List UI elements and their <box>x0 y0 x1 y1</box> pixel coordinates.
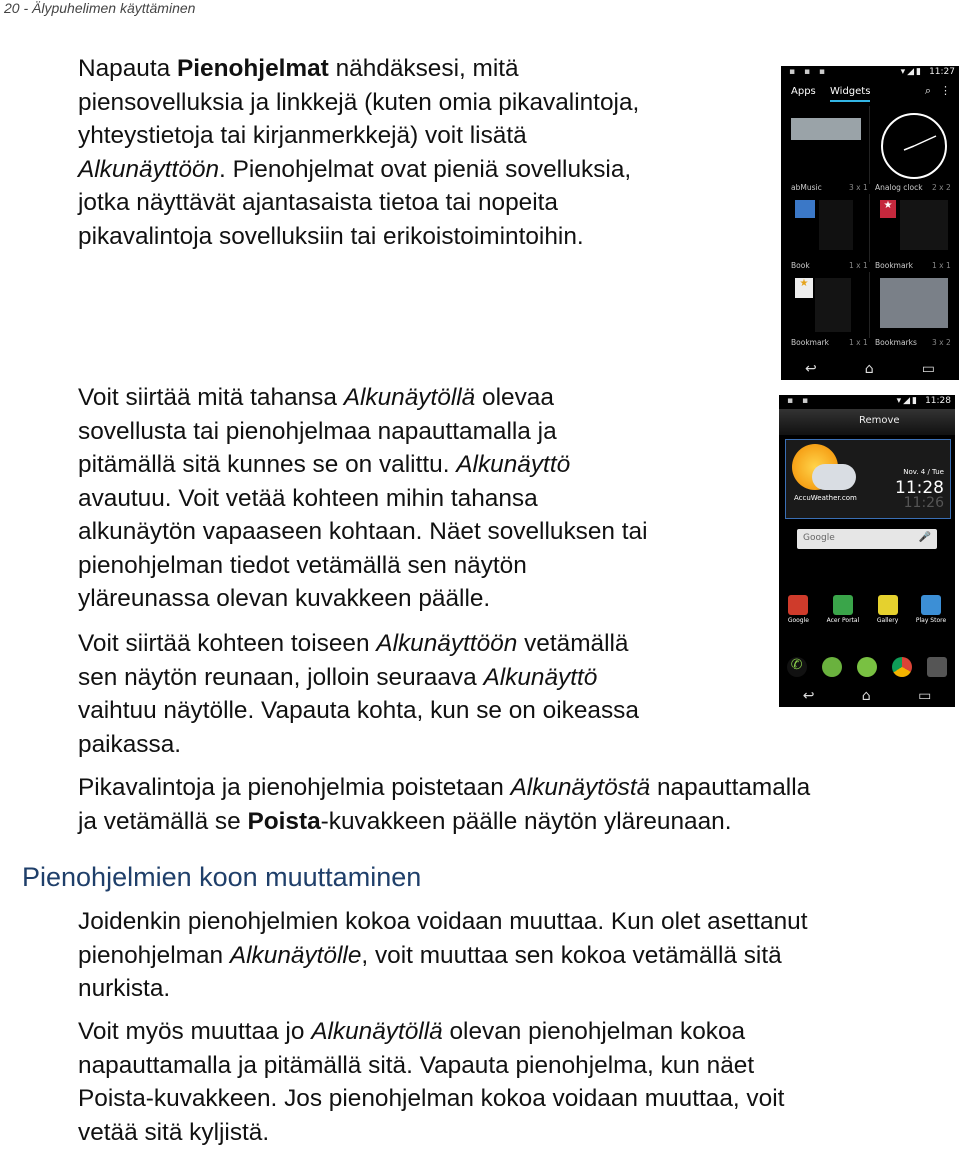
line: Poista-kuvakkeen. Jos pienohjelman kokoa voidaan muuttaa, voit <box>78 1085 785 1112</box>
tab-widgets: Widgets <box>830 86 870 102</box>
widget-preview-bookmarks <box>870 272 959 338</box>
navigation-bar <box>781 358 959 380</box>
paragraph-move-items <box>78 381 648 616</box>
widget-size: 1 x 1 <box>849 261 868 270</box>
line: Pikavalintoja ja pienohjelmia poistetaan Alkunäytöstä napauttamalla <box>78 774 811 801</box>
notification-icons: ▪ ▪ <box>787 396 812 406</box>
status-bar <box>781 66 959 80</box>
app-icons-row <box>779 595 955 624</box>
paragraph-resize-steps <box>78 1015 784 1149</box>
widget-size: 3 x 2 <box>932 338 951 347</box>
home-icon: ⌂ <box>864 361 874 377</box>
clock-ghost-label: 11:26 <box>903 495 944 511</box>
google-search-bar <box>797 529 937 549</box>
line: nurkista. <box>78 975 171 1002</box>
line: pienohjelman Alkunäytölle, voit muuttaa sen kokoa vetämällä sitä <box>78 941 782 969</box>
back-icon: ↩ <box>805 361 817 377</box>
line: Voit siirtää mitä tahansa Alkunäytöllä olevaa <box>78 384 554 411</box>
signal-icon: ▾◢▮ <box>900 67 923 77</box>
line: piensovelluksia ja linkkejä (kuten omia pikavalintoja, <box>78 88 640 116</box>
line: paikassa. <box>78 730 182 758</box>
paragraph-resize-intro <box>78 905 808 1006</box>
widget-preview-book <box>781 194 870 262</box>
widget-name: Book <box>791 261 810 270</box>
chrome-icon <box>892 657 912 677</box>
home-icon: ⌂ <box>861 688 871 704</box>
widgets-screenshot <box>781 66 959 380</box>
widget-name: Bookmark <box>791 338 829 347</box>
widget-size: 2 x 2 <box>932 183 951 192</box>
line: vetää sitä kyljistä. <box>78 1118 270 1146</box>
widget-preview-abmusic <box>781 106 870 184</box>
weather-widget <box>785 439 951 519</box>
line: Alkunäyttöön. Pienohjelmat ovat pieniä sovelluksia, <box>78 155 632 183</box>
line: Voit siirtää kohteen toiseen Alkunäyttöön vetämällä <box>78 630 629 657</box>
date-label: Nov. 4 / Tue <box>903 468 944 476</box>
widget-size: 1 x 1 <box>932 261 951 270</box>
app-drawer-icon <box>857 657 877 677</box>
analog-clock-icon <box>870 106 959 184</box>
widget-thumbnail <box>880 278 948 328</box>
widget-preview-bookmark <box>870 194 959 262</box>
paragraph-widgets-intro <box>78 52 639 253</box>
widget-size: 1 x 1 <box>849 338 868 347</box>
paragraph-move-to-other-screen <box>78 627 639 761</box>
widget-name: Bookmark <box>875 261 913 270</box>
notification-icons: ▪ ▪ ▪ <box>789 67 829 77</box>
bookmark-icon: ★ <box>795 278 813 298</box>
line: sovellusta tai pienohjelmaa napauttamalla ja <box>78 417 557 445</box>
app-shortcut: Acer Portal <box>827 595 860 624</box>
line: avautuu. Voit vetää kohteen mihin tahansa <box>78 484 538 512</box>
acer-portal-icon <box>833 595 853 615</box>
home-screen-screenshot <box>779 395 955 707</box>
section-heading: Pienohjelmien koon muuttaminen <box>22 862 422 892</box>
google-logo: Google <box>803 533 835 543</box>
recent-apps-icon: ▭ <box>918 688 932 704</box>
line: Joidenkin pienohjelmien kokoa voidaan muuttaa. Kun olet asettanut <box>78 908 808 935</box>
recent-apps-icon: ▭ <box>921 361 935 377</box>
widget-thumbnail <box>900 200 948 250</box>
line: yhteystietoja tai kirjanmerkkejä) voit lisätä <box>78 122 527 149</box>
line: pikavalintoja sovelluksiin tai erikoistoimintoihin. <box>78 222 584 250</box>
status-time: 11:28 <box>925 396 951 406</box>
messaging-icon <box>822 657 842 677</box>
app-shortcut: Gallery <box>877 595 898 624</box>
line: pitämällä sitä kunnes se on valittu. Alkunäyttö <box>78 451 571 478</box>
line: napauttamalla ja pitämällä sitä. Vapauta pienohjelma, kun näet <box>78 1051 755 1079</box>
widget-name: abMusic <box>791 183 822 192</box>
widget-name: Analog clock <box>875 183 923 192</box>
line: ja vetämällä se Poista-kuvakkeen päälle näytön yläreunaan. <box>78 807 732 835</box>
paragraph-remove-items <box>78 771 810 838</box>
phone-icon: ✆ <box>787 657 807 677</box>
widget-thumbnail <box>791 118 861 140</box>
line: jotka näyttävät ajantasaista tietoa tai nopeita <box>78 189 559 216</box>
book-icon <box>795 200 815 218</box>
remove-label: Remove <box>859 415 900 426</box>
widget-size: 3 x 1 <box>849 183 868 192</box>
search-icon: ⌕ <box>924 84 931 97</box>
accuweather-label: AccuWeather.com <box>794 494 857 502</box>
line: yläreunassa olevan kuvakkeen päälle. <box>78 585 491 612</box>
microphone-icon: 🎤 <box>918 532 931 543</box>
google-icon <box>788 595 808 615</box>
status-time: 11:27 <box>929 67 955 77</box>
navigation-bar <box>779 685 955 707</box>
line: Voit myös muuttaa jo Alkunäytöllä olevan pienohjelman kokoa <box>78 1018 746 1045</box>
running-head: 20 - Älypuhelimen käyttäminen <box>4 0 196 16</box>
line: Napauta Pienohjelmat nähdäksesi, mitä <box>78 55 519 82</box>
play-store-icon <box>921 595 941 615</box>
dock <box>779 657 955 677</box>
line: pienohjelman tiedot vetämällä sen näytön <box>78 551 527 579</box>
clock-label: 11:28 <box>895 478 944 498</box>
widget-preview-bookmark-small <box>781 272 870 338</box>
widget-preview-analog-clock <box>870 106 959 184</box>
line: alkunäytön vapaaseen kohtaan. Näet sovelluksen tai <box>78 518 648 545</box>
status-bar <box>779 395 955 409</box>
app-shortcut: Google <box>788 595 809 624</box>
line: sen näytön reunaan, jolloin seuraava Alkunäyttö <box>78 663 598 691</box>
line: vaihtuu näytölle. Vapauta kohta, kun se on oikeassa <box>78 697 639 724</box>
bold-term: Pienohjelmat <box>177 55 329 82</box>
widget-name: Bookmarks <box>875 338 917 347</box>
remove-target-bar <box>779 409 955 435</box>
signal-icon: ▾◢▮ <box>896 396 919 406</box>
app-shortcut: Play Store <box>916 595 946 624</box>
gallery-icon <box>878 595 898 615</box>
tab-apps: Apps <box>791 86 816 97</box>
overflow-menu-icon: ⋮ <box>940 84 951 97</box>
widget-thumbnail <box>815 278 851 332</box>
camera-icon <box>927 657 947 677</box>
widget-thumbnail <box>819 200 853 250</box>
back-icon: ↩ <box>802 688 815 704</box>
bookmark-icon: ★ <box>880 200 896 218</box>
cloud-icon <box>812 464 856 490</box>
